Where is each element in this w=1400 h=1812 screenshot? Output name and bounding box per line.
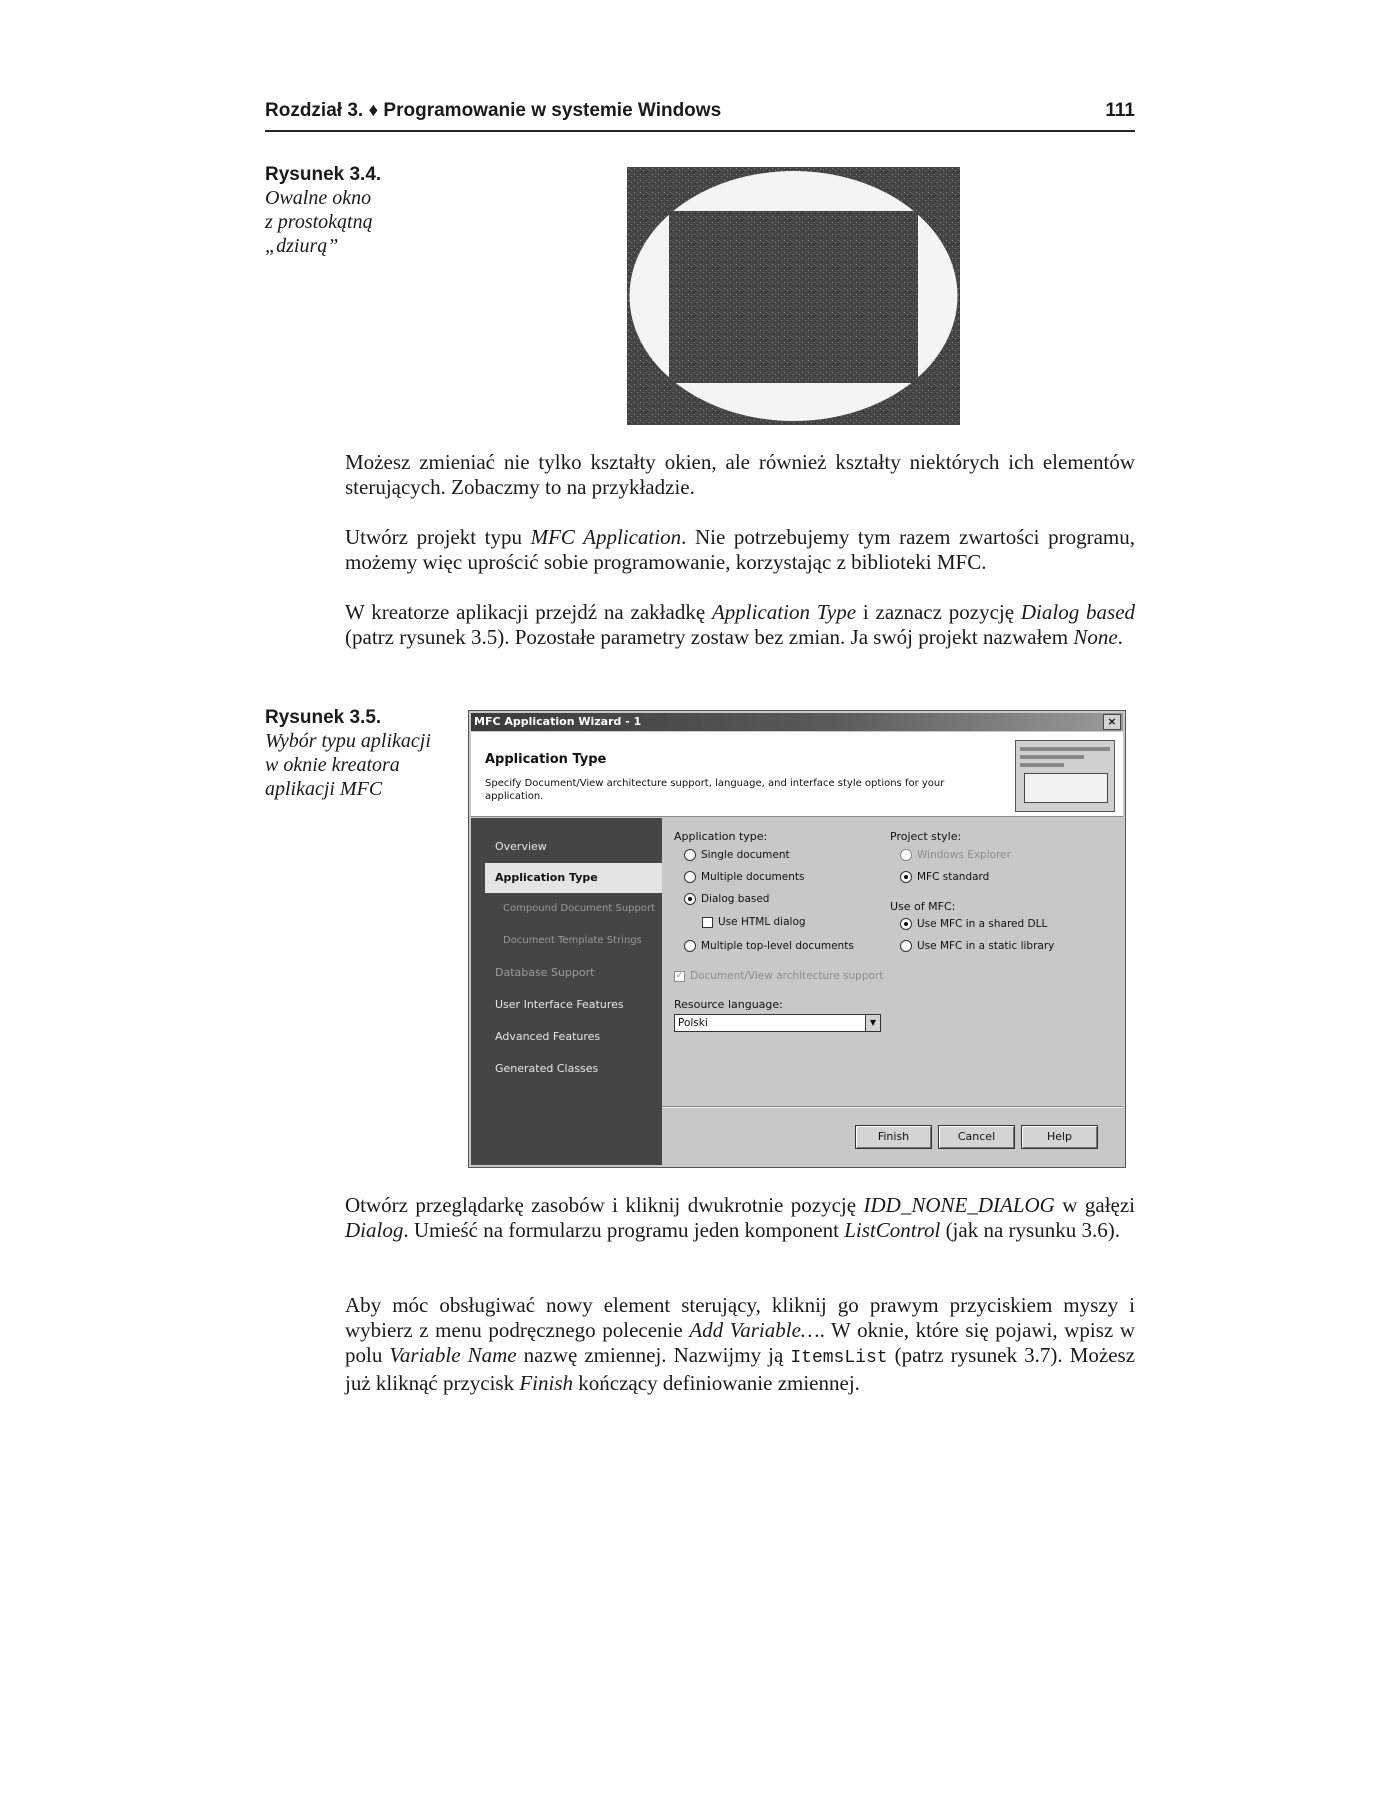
project-style-label: Project style: <box>890 830 962 843</box>
finish-button[interactable]: Finish <box>855 1125 932 1149</box>
p3-none: None <box>1073 625 1118 649</box>
use-html-dialog-checkbox[interactable] <box>702 916 806 928</box>
p5-text-b: . W oknie, które się pojawi, wpisz w polu <box>345 1318 1135 1367</box>
figure-34-caption-line-3: „dziurą” <box>265 235 339 257</box>
figure-35-caption <box>265 707 465 801</box>
application-type-label: Application type: <box>674 830 768 843</box>
p5-text-c: nazwę zmiennej. Nazwijmy ją <box>516 1343 791 1367</box>
chevron-down-icon[interactable]: ▼ <box>865 1015 880 1031</box>
mfc-application-wizard-window <box>468 710 1126 1168</box>
oval-window-figure <box>627 167 960 425</box>
sidebar-item-advanced[interactable]: Advanced Features <box>495 1030 601 1043</box>
figure-34-caption <box>265 164 465 258</box>
multiple-documents-radio[interactable] <box>684 871 805 883</box>
multiple-documents-label: Multiple documents <box>701 871 805 883</box>
static-library-label: Use MFC in a static library <box>917 940 1055 952</box>
rectangular-hole <box>669 211 918 383</box>
p5-itemslist-code: ItemsList <box>790 1348 888 1368</box>
p4-text-b: w gałęzi <box>1054 1193 1135 1217</box>
resource-language-select[interactable] <box>674 1014 881 1032</box>
wizard-title: MFC Application Wizard - 1 <box>474 715 642 728</box>
p5-text-a: Aby móc obsługiwać nowy element sterujący, kliknij go prawym przyciskiem myszy i wybierz z menu podręcznego polecenie <box>345 1293 1135 1342</box>
radio-icon <box>684 940 696 952</box>
radio-selected-icon <box>684 893 696 905</box>
wizard-sidebar <box>471 818 662 1165</box>
p3-application-type: Application Type <box>711 600 857 624</box>
p3-text-d: . <box>1117 625 1123 649</box>
figure-34-caption-line-1: Owalne okno <box>265 187 372 209</box>
p3-dialog-based: Dialog based <box>1020 600 1136 624</box>
use-html-dialog-label: Use HTML dialog <box>718 916 806 928</box>
p3-text-c: (patrz rysunek 3.5). Pozostałe parametry zostaw bez zmian. Ja swój projekt nazwałem <box>345 625 1074 649</box>
wizard-main-panel <box>662 818 1123 1165</box>
p4-text-c: . Umieść na formularzu programu jeden komponent <box>403 1218 845 1242</box>
mfc-standard-label: MFC standard <box>917 871 990 883</box>
static-library-radio[interactable] <box>900 940 1054 952</box>
wizard-header <box>471 732 1123 817</box>
doc-view-support-checkbox[interactable] <box>674 970 883 982</box>
sidebar-item-application-type[interactable] <box>485 863 662 893</box>
multiple-top-level-radio[interactable] <box>684 940 854 952</box>
wizard-header-title: Application Type <box>485 752 607 767</box>
dialog-based-radio[interactable] <box>684 893 769 905</box>
shared-dll-radio[interactable] <box>900 918 1047 930</box>
resource-language-label: Resource language: <box>674 998 783 1011</box>
paragraph-4 <box>345 1193 1135 1243</box>
p5-text-e: kończący definiowanie zmiennej. <box>573 1371 860 1395</box>
sidebar-item-overview[interactable]: Overview <box>495 840 547 853</box>
figure-34-caption-line-2: z prostokątną <box>265 211 373 233</box>
windows-explorer-label: Windows Explorer <box>917 849 1011 861</box>
radio-icon <box>900 849 912 861</box>
radio-icon <box>684 871 696 883</box>
paragraph-2 <box>345 525 1135 575</box>
figure-35-number: Rysunek 3.5. <box>265 707 382 728</box>
figure-35-caption-line-1: Wybór typu aplikacji <box>265 730 431 752</box>
figure-34-number: Rysunek 3.4. <box>265 164 382 185</box>
checkbox-icon <box>702 917 713 928</box>
paragraph-1 <box>345 450 1135 500</box>
paragraph-3 <box>345 600 1135 650</box>
p5-variable-name: Variable Name <box>389 1343 517 1367</box>
resource-language-value: Polski <box>678 1017 708 1029</box>
dialog-based-label: Dialog based <box>701 893 770 905</box>
paragraph-1-text: Możesz zmieniać nie tylko kształty okien, ale również kształty niektórych ich elementów sterujących. Zobaczmy to na przykładzie. <box>345 450 1135 499</box>
sidebar-item-database[interactable]: Database Support <box>495 966 595 979</box>
cancel-button[interactable]: Cancel <box>938 1125 1015 1149</box>
p4-idd-none-dialog: IDD_NONE_DIALOG <box>863 1193 1055 1217</box>
use-of-mfc-label: Use of MFC: <box>890 900 956 913</box>
radio-selected-icon <box>900 871 912 883</box>
sidebar-item-generated-classes[interactable]: Generated Classes <box>495 1062 599 1075</box>
p2-mfc-application: MFC Application <box>530 525 682 549</box>
p5-text-d: (patrz rysunek 3.7). Możesz już kliknąć przycisk <box>345 1343 1136 1395</box>
figure-35-caption-line-3: aplikacji MFC <box>265 778 383 800</box>
radio-icon <box>684 849 696 861</box>
oval-window-image <box>627 167 960 425</box>
wizard-title-bar <box>471 713 1123 731</box>
mfc-standard-radio[interactable] <box>900 871 989 883</box>
help-button[interactable]: Help <box>1021 1125 1098 1149</box>
page-number: 111 <box>1105 100 1135 121</box>
sidebar-item-ui-features[interactable]: User Interface Features <box>495 998 624 1011</box>
radio-icon <box>900 940 912 952</box>
p4-listcontrol: ListControl <box>844 1218 941 1242</box>
radio-selected-icon <box>900 918 912 930</box>
single-document-label: Single document <box>701 849 790 861</box>
p5-finish: Finish <box>519 1371 574 1395</box>
checkbox-checked-icon: ✓ <box>675 970 684 981</box>
wizard-separator <box>662 1106 1123 1108</box>
chapter-title: Rozdział 3. ♦ Programowanie w systemie Windows <box>265 100 722 121</box>
p3-text-b: i zaznacz pozycję <box>856 600 1021 624</box>
p2-text-a: Utwórz projekt typu <box>345 525 531 549</box>
p2-text-b: . Nie potrzebujemy tym razem zwartości programu, możemy więc uprościć sobie programowanie, korzystając z biblioteki MFC. <box>345 525 1136 574</box>
p5-add-variable: Add Variable… <box>689 1318 820 1342</box>
p3-text-a: W kreatorze aplikacji przejdź na zakładkę <box>345 600 712 624</box>
p4-text-a: Otwórz przeglądarkę zasobów i kliknij dwukrotnie pozycję <box>345 1193 864 1217</box>
wizard-thumbnail-icon <box>1015 740 1115 812</box>
figure-35-caption-line-2: w oknie kreatora <box>265 754 400 776</box>
p4-text-d: (jak na rysunku 3.6). <box>940 1218 1120 1242</box>
windows-explorer-radio[interactable] <box>900 849 1011 861</box>
multiple-top-level-label: Multiple top-level documents <box>701 940 854 952</box>
close-icon[interactable]: × <box>1103 714 1121 730</box>
running-head <box>265 98 1135 132</box>
sidebar-item-application-type-label: Application Type <box>495 871 598 884</box>
wizard-header-description: Specify Document/View architecture support, language, and interface style options for your application. <box>485 778 945 802</box>
paragraph-5 <box>345 1293 1135 1396</box>
doc-view-support-label: Document/View architecture support <box>690 970 884 982</box>
p4-dialog: Dialog <box>345 1218 404 1242</box>
single-document-radio[interactable] <box>684 849 790 861</box>
sidebar-item-document-template[interactable]: Document Template Strings <box>503 935 642 946</box>
shared-dll-label: Use MFC in a shared DLL <box>917 918 1048 930</box>
sidebar-item-compound-document[interactable]: Compound Document Support <box>503 903 656 914</box>
